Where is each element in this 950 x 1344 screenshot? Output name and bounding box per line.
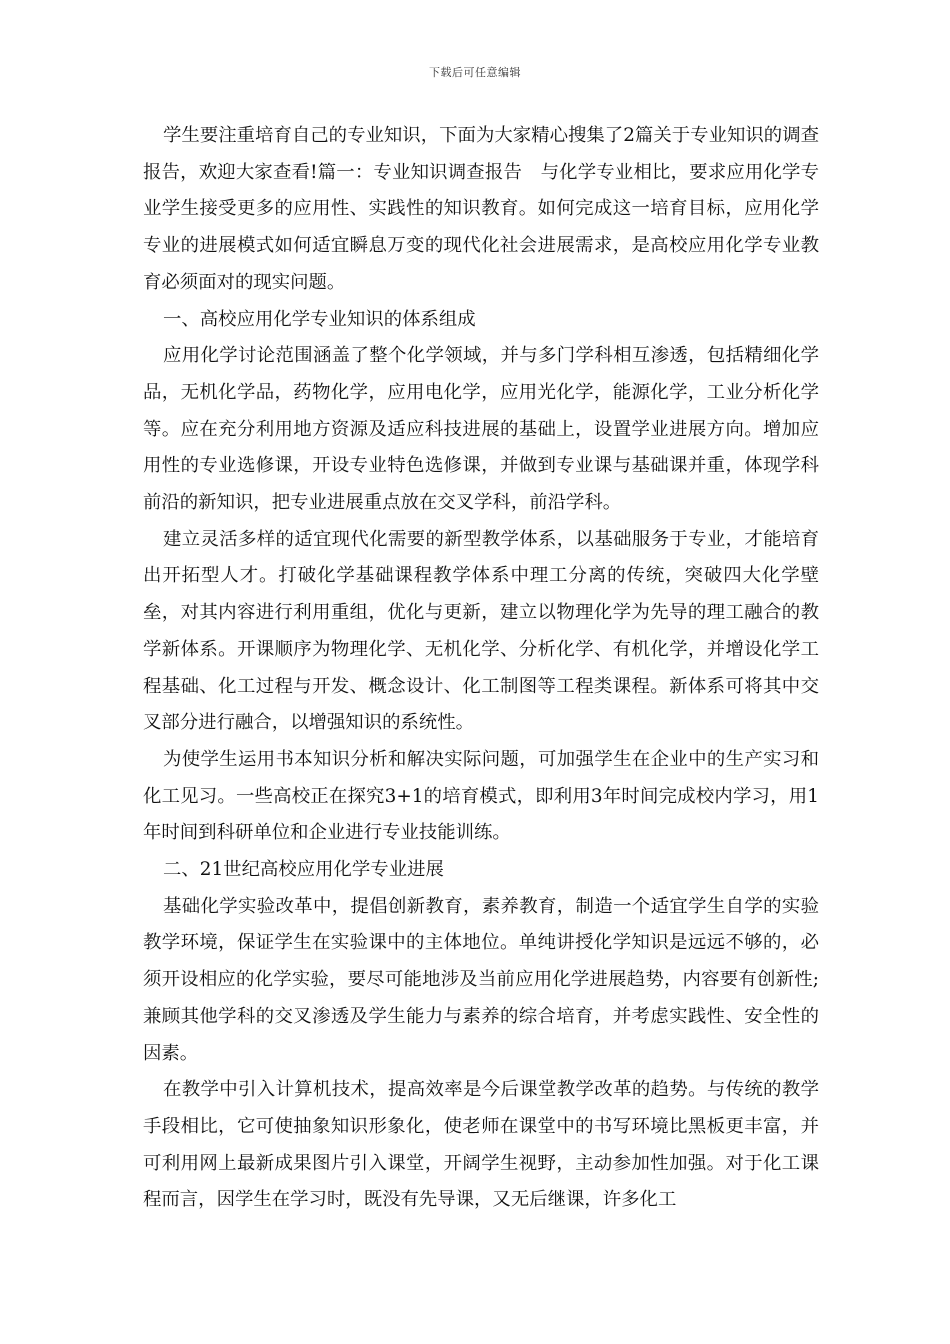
document-body — [143, 118, 819, 1219]
paragraph-experiment: 基础化学实验改革中，提倡创新教育，素养教育，制造一个适宜学生自学的实验教学环境，保证学生在实验课中的主体地位。单纯讲授化学知识是远远不够的，必须开设相应的化学实验，要尽可能地涉及当前应用化学进展趋势，内容要有创新性;兼顾其他学科的交叉渗透及学生能力与素养的综合培育，并考虑实践性、安全性的因素。 — [143, 895, 819, 1064]
section-heading-2: 二、21世纪高校应用化学专业进展 — [163, 859, 444, 881]
paragraph-intro: 学生要注重培育自己的专业知识，下面为大家精心搜集了2篇关于专业知识的调查报告，欢迎大家查看!篇一：专业知识调查报告 与化学专业相比，要求应用化学专业学生接受更多的应用性、实践性的知识教育。如何完成这一培育目标，应用化学专业的进展模式如何适宜瞬息万变的现代化社会进展需求，是高校应用化学专业教育必须面对的现实问题。 — [143, 125, 819, 293]
paragraph-system: 建立灵活多样的适宜现代化需要的新型教学体系，以基础服务于专业，才能培育出开拓型人才。打破化学基础课程教学体系中理工分离的传统，突破四大化学壁垒，对其内容进行利用重组，优化与更新，建立以物理化学为先导的理工融合的教学新体系。开课顺序为物理化学、无机化学、分析化学、有机化学，并增设化学工程基础、化工过程与开发、概念设计、化工制图等工程类课程。新体系可将其中交叉部分进行融合，以增强知识的系统性。 — [143, 528, 819, 734]
page-header: 下载后可任意编辑 — [429, 66, 521, 79]
paragraph-computer: 在教学中引入计算机技术，提高效率是今后课堂教学改革的趋势。与传统的教学手段相比，它可使抽象知识形象化，使老师在课堂中的书写环境比黑板更丰富，并可利用网上最新成果图片引入课堂，开阔学生视野，主动参加性加强。对于化工课程而言，因学生在学习时，既没有先导课，又无后继课，许多化工 — [143, 1079, 819, 1211]
section-heading-1: 一、高校应用化学专业知识的体系组成 — [163, 308, 476, 330]
paragraph-practice: 为使学生运用书本知识分析和解决实际问题，可加强学生在企业中的生产实习和化工见习。一些高校正在探究3+1的培育模式，即利用3年时间完成校内学习，用1年时间到科研单位和企业进行专业技能训练。 — [143, 748, 819, 844]
paragraph-scope: 应用化学讨论范围涵盖了整个化学领域，并与多门学科相互渗透，包括精细化学品，无机化学品，药物化学，应用电化学，应用光化学，能源化学，工业分析化学等。应在充分利用地方资源及适应科技进展的基础上，设置学业进展方向。增加应用性的专业选修课，开设专业特色选修课，并做到专业课与基础课并重，体现学科前沿的新知识，把专业进展重点放在交叉学科，前沿学科。 — [143, 345, 819, 514]
